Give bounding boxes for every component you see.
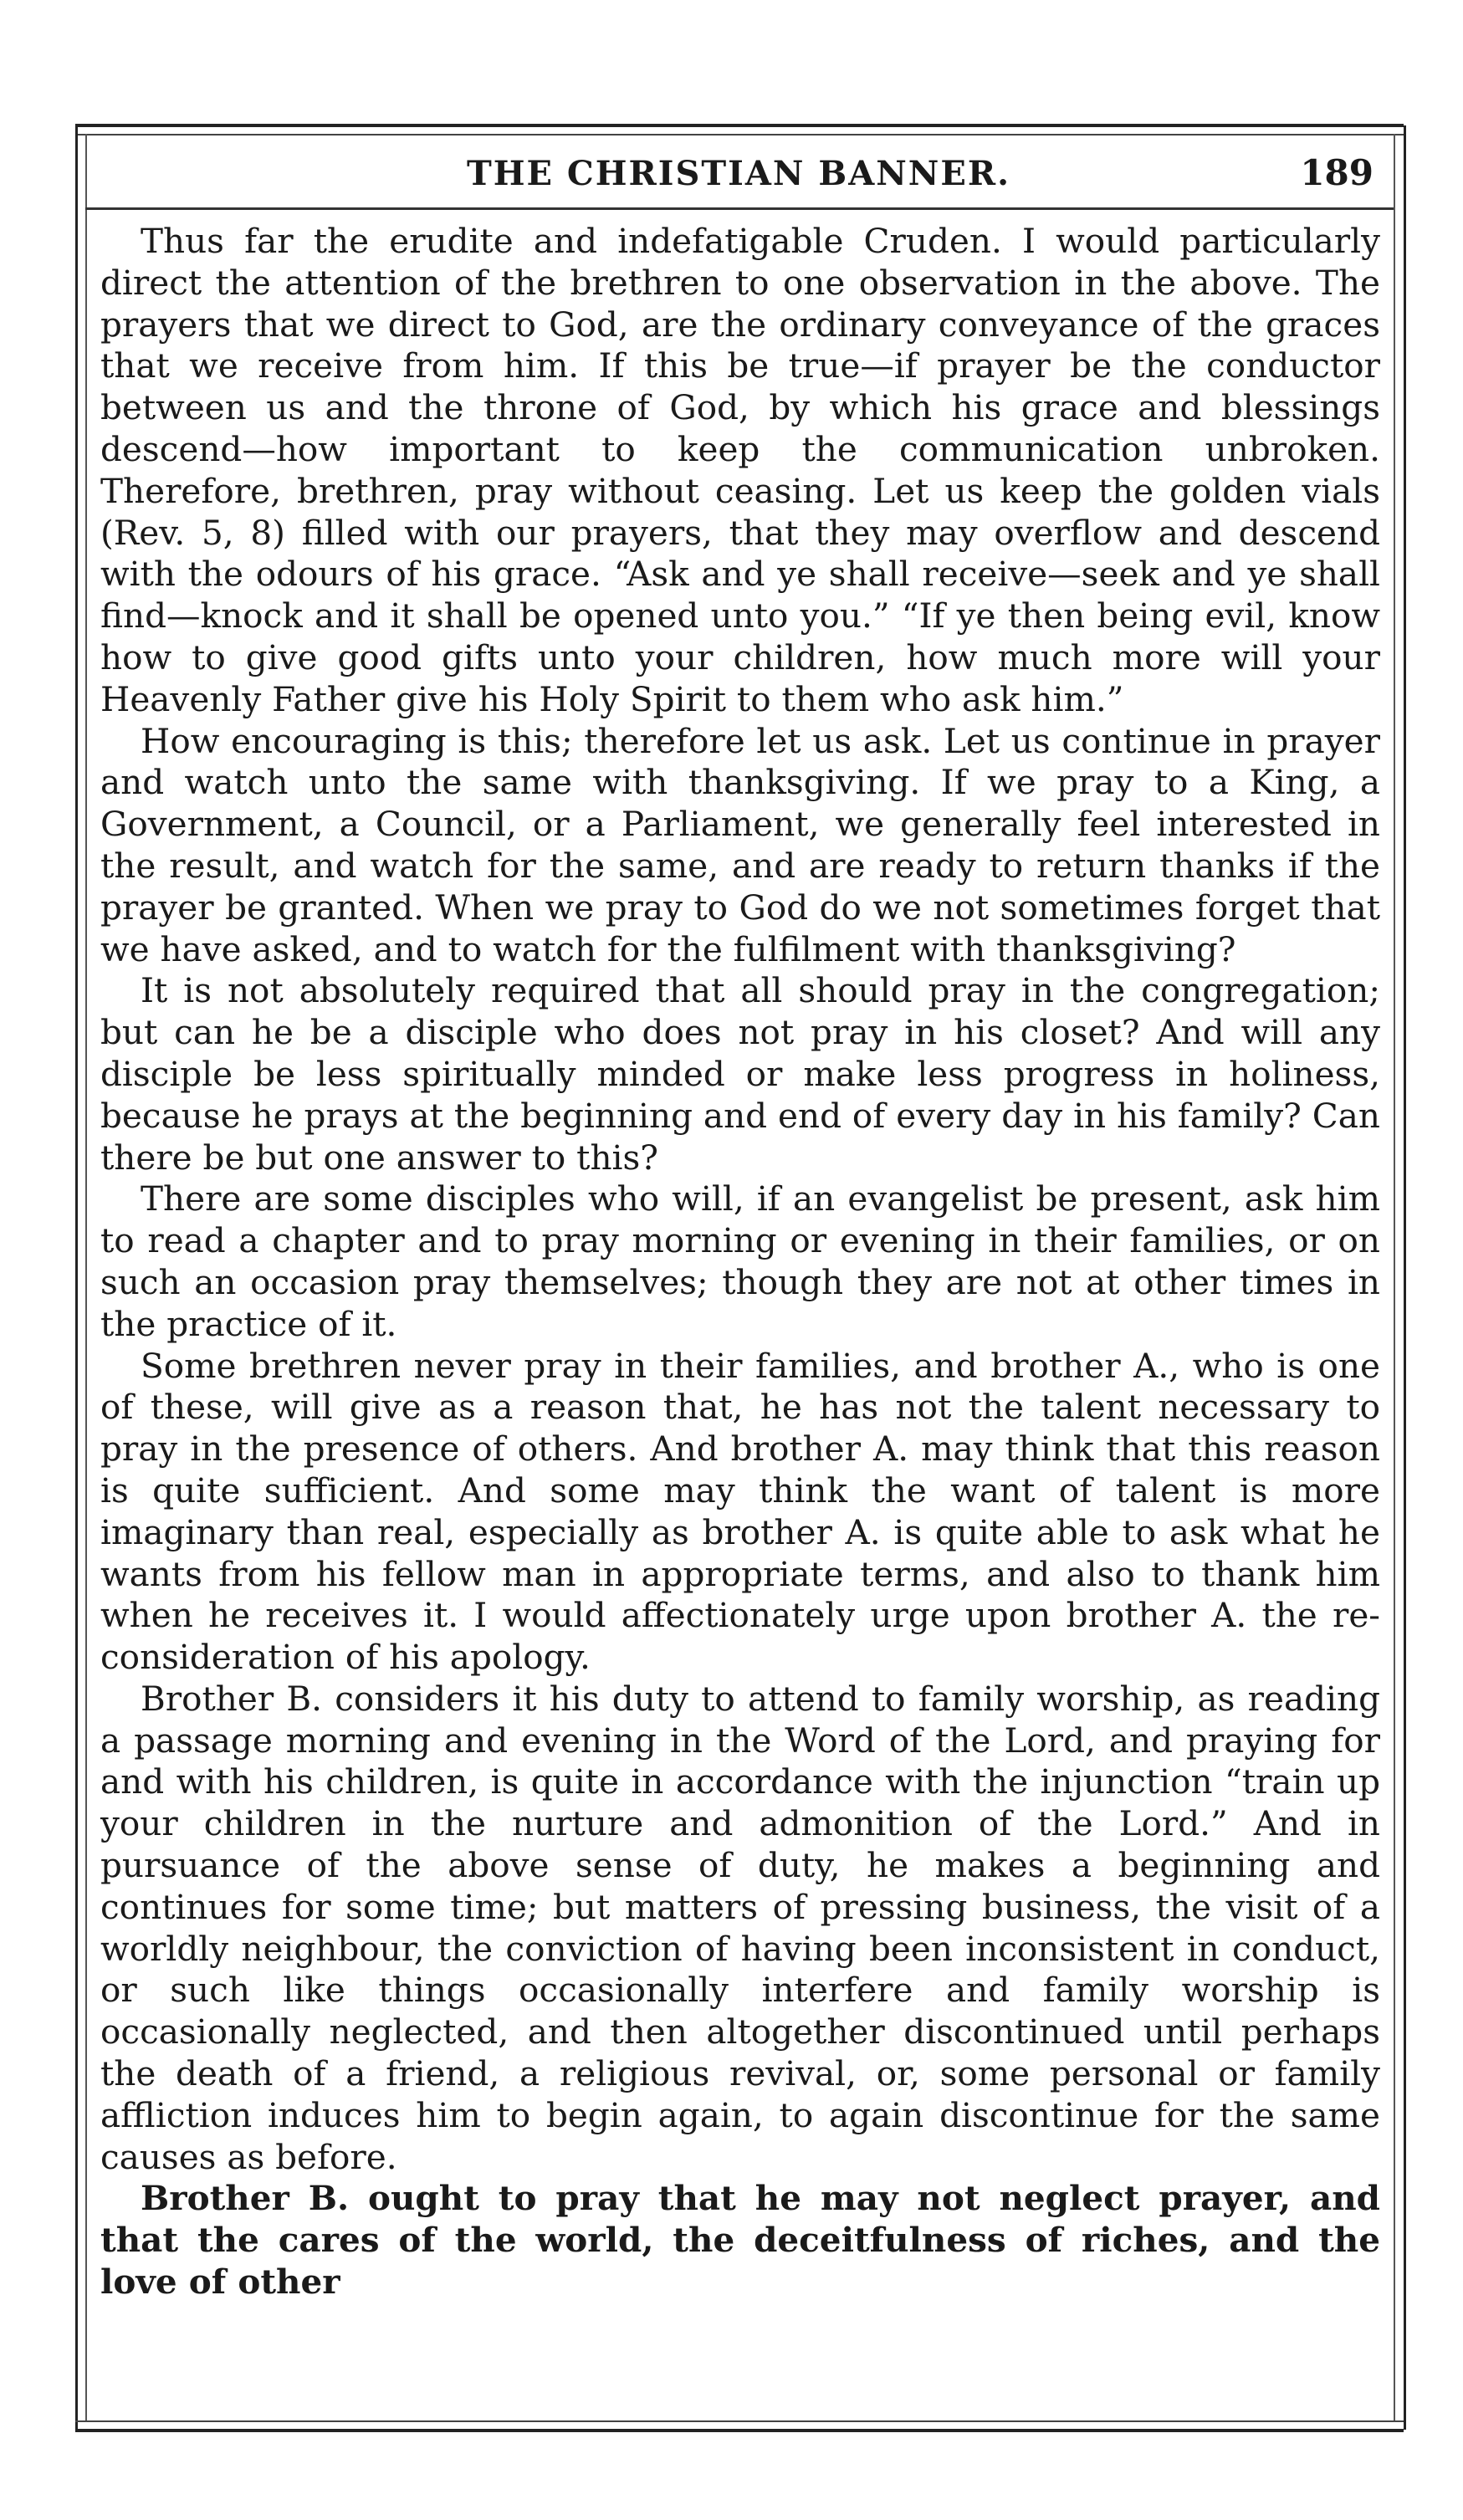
paragraph-closet-prayer: It is not absolutely required that all should pray in the congregation; but can he be a disciple who does not pray in his closet? And will any disciple be less spiritually minded or make less progress in holiness, because he prays at the beginning and end of every day in his family? Can there be but one answer to this? <box>100 970 1380 1178</box>
article-body <box>100 221 1380 2303</box>
paragraph-brother-b: Brother B. considers it his duty to attend to family worship, as reading a passage morning and evening in the Word of the Lord, and praying for and with his children, is quite in accordance with the injunction “train up your children in the nurture and admonition of the Lord.” And in pursuance of the above sense of duty, he makes a beginning and continues for some time; but matters of pressing business, the visit of a worldly neighbour, the conviction of having been inconsistent in conduct, or such like things occasionally interfere and family worship is occasionally neglected, and then altogether discontinued until perhaps the death of a friend, a religious revival, or, some personal or family affliction induces him to begin again, to again discontinue for the same causes as before. <box>100 1678 1380 2177</box>
bottom-rule-thin <box>75 2420 1404 2422</box>
header-rule <box>85 207 1394 210</box>
paragraph-evangelist: There are some disciples who will, if an evangelist be present, ask him to read a chapter and to pray morning or evening in their families, or on such an occasion pray themselves; though they are not at other times in the practice of it. <box>100 1178 1380 1344</box>
running-title: THE CHRISTIAN BANNER. <box>466 154 1011 193</box>
page-number: 189 <box>1300 152 1373 193</box>
running-header <box>85 149 1392 204</box>
paragraph-brother-b-prayer: Brother B. ought to pray that he may not neglect prayer, and that the cares of the world, the deceitfulness of riches, and the love of other <box>100 2178 1380 2303</box>
paragraph-brother-a: Some brethren never pray in their families, and brother A., who is one of these, will give as a reason that, he has not the talent necessary to pray in the presence of others. And brother A. may think that this reason is quite sufficient. And some may think the want of talent is more imaginary than real, especially as brother A. is quite able to ask what he wants from his fellow man in appropriate terms, and also to thank him when he receives it. I would affectionately urge upon brother A. the re-consideration of his apology. <box>100 1345 1380 1678</box>
paragraph-encouragement: How encouraging is this; therefore let us ask. Let us continue in prayer and watch unto the same with thanksgiving. If we pray to a King, a Government, a Council, or a Parliament, we generally feel interested in the result, and watch for the same, and are ready to return thanks if the prayer be granted. When we pray to God do we not sometimes forget that we have asked, and to watch for the fulfilment with thanksgiving? <box>100 720 1380 969</box>
bottom-rule-thick <box>75 2429 1404 2432</box>
paragraph-cruden-commentary: Thus far the erudite and indefatigable Cruden. I would particularly direct the attention of the brethren to one observation in the above. The prayers that we direct to God, are the ordinary conveyance of the graces that we receive from him. If this be true—if prayer be the conductor between us and the throne of God, by which his grace and blessings descend—how important to keep the communication unbroken. Therefore, brethren, pray without ceasing. Let us keep the golden vials (Rev. 5, 8) filled with our prayers, that they may overflow and descend with the odours of his grace. “Ask and ye shall receive—seek and ye shall find—knock and it shall be opened unto you.” “If ye then being evil, know how to give good gifts unto your children, how much more will your Heavenly Father give his Holy Spirit to them who ask him.” <box>100 221 1380 719</box>
